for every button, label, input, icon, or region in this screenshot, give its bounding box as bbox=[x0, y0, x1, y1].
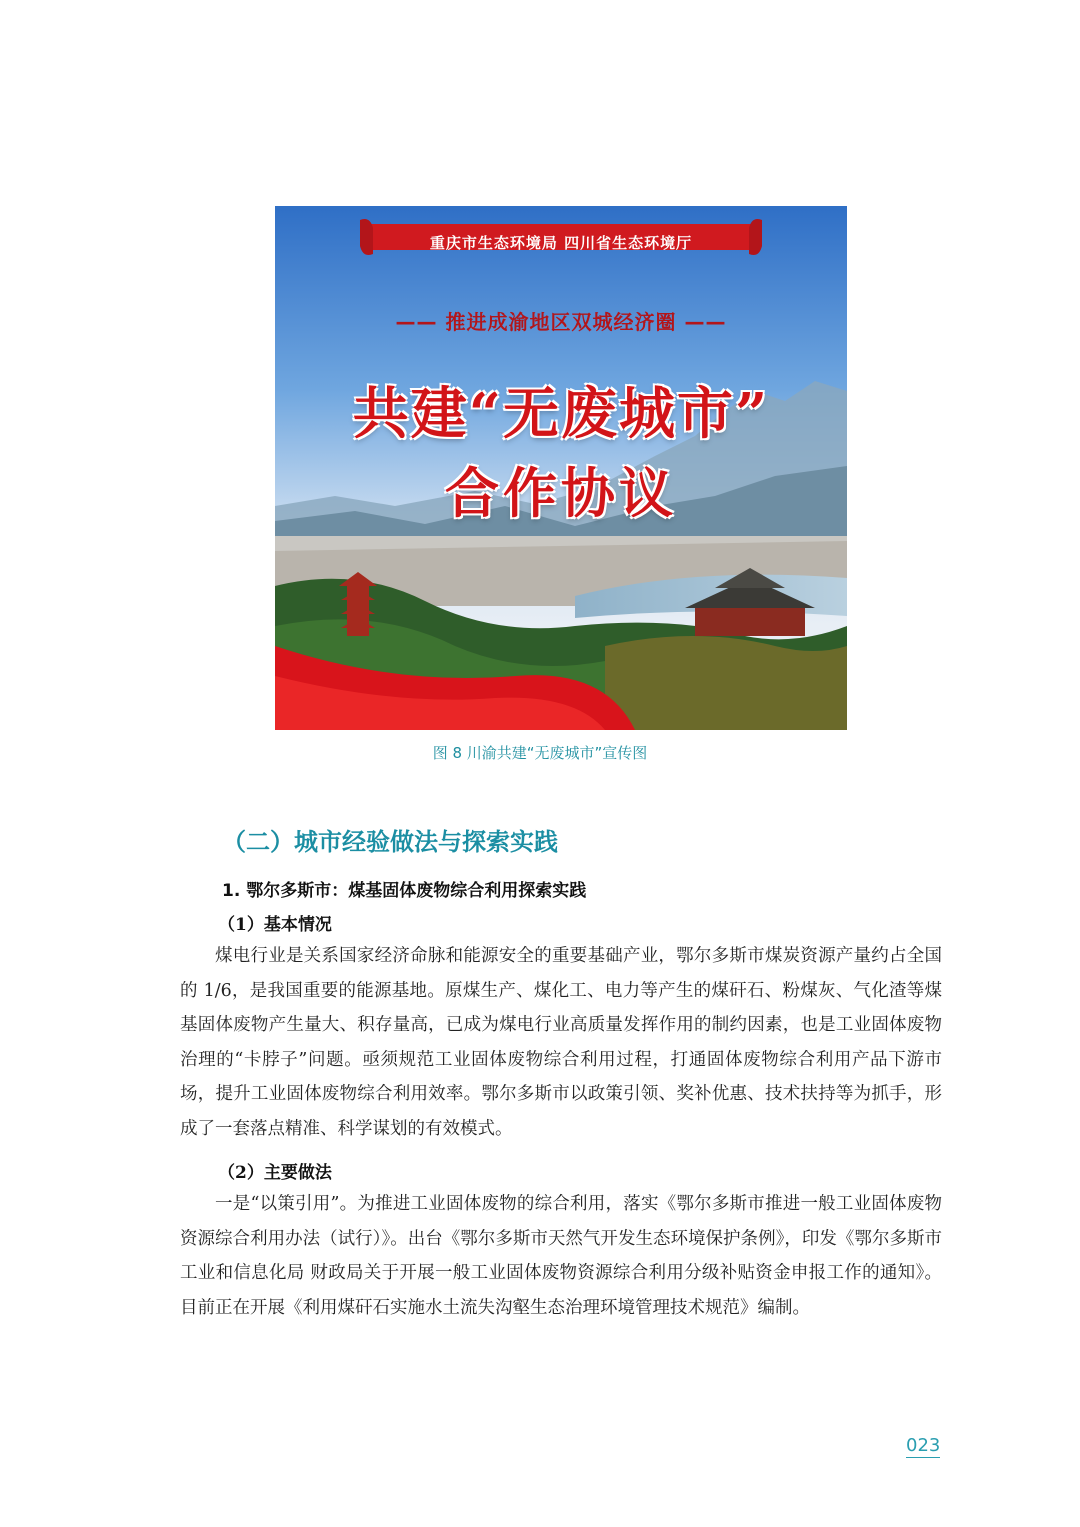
paragraph-main-practices: 一是“以策引用”。为推进工业固体废物的综合利用，落实《鄂尔多斯市推进一般工业固体废物资源综合利用办法（试行）》。出台《鄂尔多斯市天然气开发生态环境保护条例》，印发《鄂尔多斯市工业和信息化局 财政局关于开展一般工业固体废物资源综合利用分级补贴资金申报工作的通知》。目前正在开展《利用煤矸石实施水土流失沟壑生态治理环境管理技术规范》编制。 bbox=[180, 1194, 942, 1318]
heading-main-practices: （2）主要做法 bbox=[218, 1163, 332, 1183]
section-title: （二）城市经验做法与探索实践 bbox=[222, 828, 558, 856]
poster-headline-1: 共建“无废城市” bbox=[352, 381, 770, 447]
heading-basic-situation: （1）基本情况 bbox=[218, 915, 332, 935]
poster-headline-2: 合作协议 bbox=[445, 461, 677, 525]
poster-subtitle: —— 推进成渝地区双城经济圈 —— bbox=[395, 310, 727, 334]
poster-banner: 重庆市生态环境局 四川省生态环境厅 bbox=[429, 234, 693, 252]
paragraph-basic-situation: 煤电行业是关系国家经济命脉和能源安全的重要基础产业，鄂尔多斯市煤炭资源产量约占全国的 1/6，是我国重要的能源基地。原煤生产、煤化工、电力等产生的煤矸石、粉煤灰、气化渣等煤基固体废物产生量大、积存量高，已成为煤电行业高质量发挥作用的制约因素，也是工业固体废物治理的“卡脖子”问题。亟须规范工业固体废物综合利用过程，打通固体废物综合利用产品下游市场，提升工业固体废物综合利用效率。鄂尔多斯市以政策引领、奖补优惠、技术扶持等为抓手，形成了一套落点精准、科学谋划的有效模式。 bbox=[180, 946, 942, 1139]
subsection-title: 1. 鄂尔多斯市：煤基固体废物综合利用探索实践 bbox=[222, 881, 587, 901]
figure-caption: 图 8 川渝共建“无废城市”宣传图 bbox=[432, 744, 648, 762]
page-number: 023 bbox=[906, 1435, 941, 1456]
promo-figure bbox=[275, 206, 847, 730]
